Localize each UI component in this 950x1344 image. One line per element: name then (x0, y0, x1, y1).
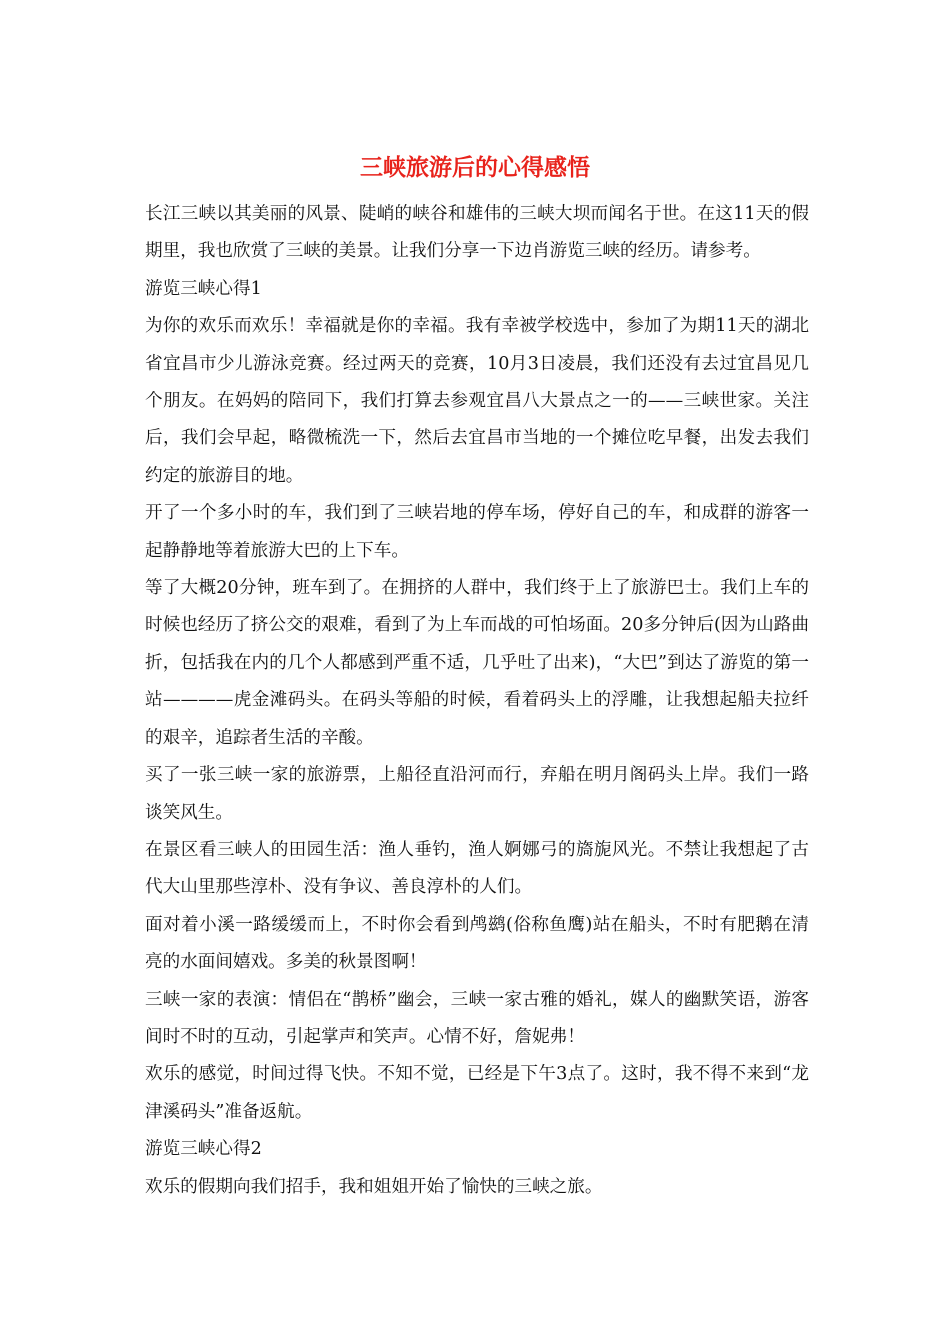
paragraph: 欢乐的感觉，时间过得飞快。不知不觉，已经是下午3点了。这时，我不得不来到“龙津溪码头”准备返航。 (145, 1064, 809, 1122)
document-title: 三峡旅游后的心得感悟 (360, 154, 590, 181)
paragraph: 面对着小溪一路缓缓而上，不时你会看到鸬鹚(俗称鱼鹰)站在船头，不时有肥鹅在清亮的水面间嬉戏。多美的秋景图啊！ (145, 914, 809, 973)
section-heading-2: 游览三峡心得2 (145, 1139, 262, 1160)
paragraph: 在景区看三峡人的田园生活：渔人垂钓，渔人婀娜弓的旖旎风光。不禁让我想起了古代大山里那些淳朴、没有争议、善良淳朴的人们。 (145, 839, 809, 898)
paragraph: 买了一张三峡一家的旅游票，上船径直沿河而行，弃船在明月阁码头上岸。我们一路谈笑风生。 (145, 765, 809, 823)
paragraph: 三峡一家的表演：情侣在“鹊桥”幽会，三峡一家古雅的婚礼，媒人的幽默笑语，游客间时不时的互动，引起掌声和笑声。心情不好，詹妮弗！ (145, 989, 809, 1047)
paragraph: 等了大概20分钟，班车到了。在拥挤的人群中，我们终于上了旅游巴士。我们上车的时候也经历了挤公交的艰难，看到了为上车而战的可怕场面。20多分钟后(因为山路曲折，包括我在内的几个人都感到严重不适，几乎吐了出来)，“大巴”到达了游览的第一站————虎金滩码头。在码头等船的时候，看着码头上的浮雕，让我想起船夫拉纤的艰辛，追踪者生活的辛酸。 (145, 578, 809, 748)
document-body (145, 196, 809, 1206)
paragraph-intro: 长江三峡以其美丽的风景、陡峭的峡谷和雄伟的三峡大坝而闻名于世。在这11天的假期里，我也欣赏了三峡的美景。让我们分享一下边肖游览三峡的经历。请参考。 (145, 204, 809, 262)
paragraph: 欢乐的假期向我们招手，我和姐姐开始了愉快的三峡之旅。 (145, 1176, 603, 1197)
paragraph: 为你的欢乐而欢乐！幸福就是你的幸福。我有幸被学校选中，参加了为期11天的湖北省宜昌市少儿游泳竞赛。经过两天的竞赛，10月3日凌晨，我们还没有去过宜昌见几个朋友。在妈妈的陪同下，我们打算去参观宜昌八大景点之一的——三峡世家。关注后，我们会早起，略微梳洗一下，然后去宜昌市当地的一个摊位吃早餐，出发去我们约定的旅游目的地。 (145, 316, 809, 486)
paragraph: 开了一个多小时的车，我们到了三峡岩地的停车场，停好自己的车，和成群的游客一起静静地等着旅游大巴的上下车。 (145, 503, 809, 561)
section-heading-1: 游览三峡心得1 (145, 278, 262, 299)
